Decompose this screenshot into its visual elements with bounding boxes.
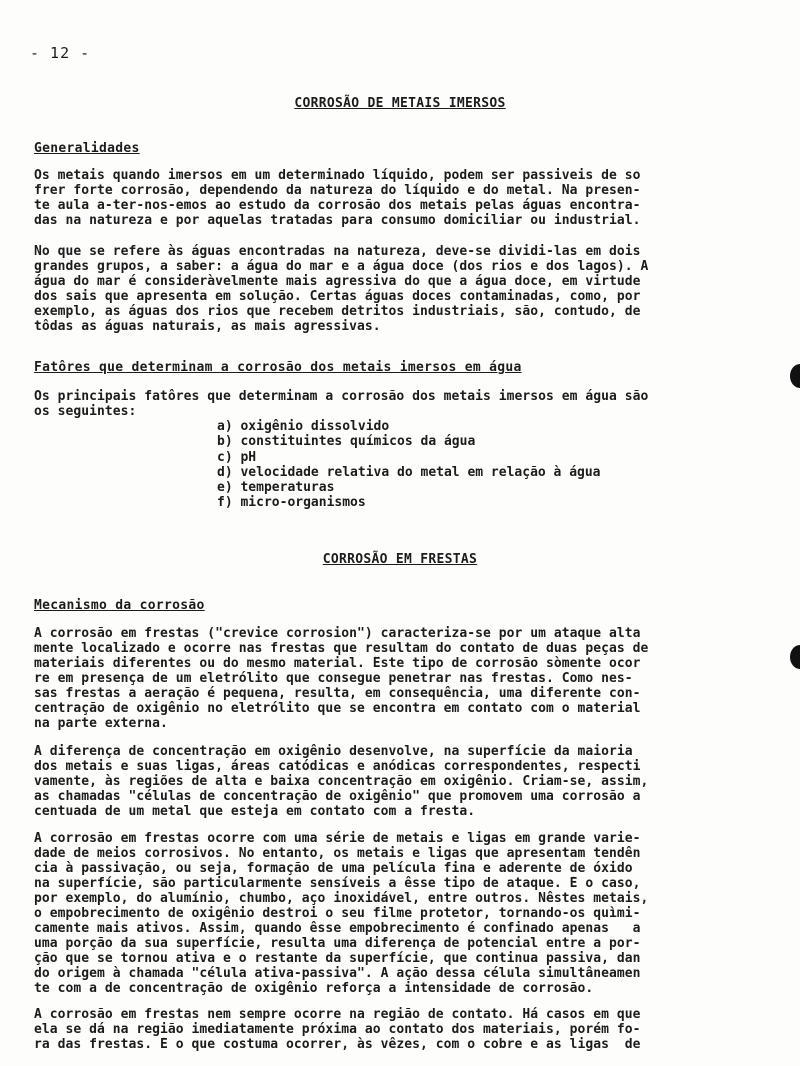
text-line: te com a de concentração de oxigênio reforça a intensidade de corrosão.: [34, 981, 594, 996]
text-line: o empobrecimento de oxigênio destroi o seu filme protetor, tornando-os quìmi-: [34, 906, 641, 921]
text-line: No que se refere às águas encontradas na natureza, deve-se dividi-las em dois: [34, 244, 641, 259]
heading-mecanismo: Mecanismo da corrosão: [34, 598, 205, 613]
heading-fatores: Fatôres que determinam a corrosão dos metais imersos em água: [34, 360, 522, 375]
list-item: a) oxigênio dissolvido: [217, 419, 390, 434]
text-line: ção que se tornou ativa e o restante da superfície, que continua passiva, dan: [34, 951, 641, 966]
text-line: por exemplo, do alumínio, chumbo, aço inoxidável, entre outros. Nêstes metais,: [34, 891, 649, 906]
paragraph-mecanismo-1: [34, 626, 758, 731]
text-line: água do mar é consideràvelmente mais agressiva do que a água doce, em virtude: [34, 274, 641, 289]
paragraph-generalidades-2: [34, 244, 758, 334]
text-line: re em presença de um eletrólito que consegue penetrar nas frestas. Como nes-: [34, 671, 633, 686]
text-line: tôdas as águas naturais, as mais agressivas.: [34, 319, 381, 334]
text-line: cia à passivação, ou seja, formação de uma película fina e aderente de óxido: [34, 861, 633, 876]
text-line: exemplo, as águas dos rios que recebem detritos industriais, são, contudo, de: [34, 304, 641, 319]
text-line: as chamadas "células de concentração de oxigênio" que promovem uma corrosão a: [34, 789, 641, 804]
list-item: e) temperaturas: [217, 480, 335, 496]
text-line: na parte externa.: [34, 716, 168, 731]
paragraph-mecanismo-4: [34, 1007, 758, 1052]
text-line: Os principais fatôres que determinam a corrosão dos metais imersos em água são: [34, 389, 649, 404]
text-line: frer forte corrosão, dependendo da natureza do líquido e do metal. Na presen-: [34, 183, 641, 198]
factors-list: [217, 419, 601, 511]
text-line: uma porção da sua superfície, resulta uma diferença de potencial entre a por-: [34, 936, 641, 951]
text-line: dos sais que apresenta em solução. Certas águas doces contaminadas, como, por: [34, 289, 641, 304]
paragraph-mecanismo-3: [34, 831, 758, 996]
text-line: das na natureza e por aquelas tratadas para consumo domiciliar ou industrial.: [34, 213, 641, 228]
text-line: centuada de um metal que esteja em contato com a fresta.: [34, 804, 476, 819]
text-line: camente mais ativos. Assim, quando êsse empobrecimento é confinado apenas a: [34, 921, 641, 936]
text-line: na superfície, são particularmente sensíveis a êsse tipo de ataque. É o caso,: [34, 876, 641, 891]
text-line: A corrosão em frestas nem sempre ocorre na região de contato. Há casos em que: [34, 1007, 641, 1022]
text-line: os seguintes:: [34, 404, 137, 419]
paragraph-generalidades-1: [34, 168, 758, 228]
punch-hole: [790, 364, 800, 388]
heading-generalidades: Generalidades: [34, 141, 140, 156]
page-number: - 12 -: [30, 44, 91, 62]
list-item: d) velocidade relativa do metal em relação à água: [217, 464, 601, 480]
text-line: ra das frestas. É o que costuma ocorrer, às vêzes, com o cobre e as ligas de: [34, 1037, 641, 1052]
punch-hole: [790, 645, 800, 669]
text-line: te aula a-ter-nos-emos ao estudo da corrosão dos metais pelas águas encontra-: [34, 198, 641, 213]
list-item: c) pH: [217, 449, 257, 465]
text-line: Os metais quando imersos em um determinado líquido, podem ser passiveis de so: [34, 168, 641, 183]
section-title-frestas: CORROSÃO EM FRESTAS: [322, 552, 478, 567]
text-line: vamente, às regiões de alta e baixa concentração em oxigênio. Criam-se, assim,: [34, 774, 649, 789]
text-line: sas frestas a aeração é pequena, resulta, em consequência, uma diferente con-: [34, 686, 641, 701]
text-line: dade de meios corrosivos. No entanto, os metais e ligas que apresentam tendên: [34, 846, 641, 861]
text-line: ela se dá na região imediatamente próxima ao contato dos materiais, porém fo-: [34, 1022, 641, 1037]
main-title: CORROSÃO DE METAIS IMERSOS: [294, 96, 506, 111]
text-line: centração de oxigênio no eletrólito que se encontra em contato com o material: [34, 701, 641, 716]
text-line: do origem à chamada "célula ativa-passiva". A ação dessa célula simultâneamen: [34, 966, 641, 981]
text-line: mente localizado e ocorre nas frestas que resultam do contato de duas peças de: [34, 641, 649, 656]
paragraph-mecanismo-2: [34, 744, 758, 819]
list-item: b) constituintes químicos da água: [217, 434, 476, 450]
list-item: f) micro-organismos: [217, 495, 366, 511]
text-line: materiais diferentes ou do mesmo material. Êste tipo de corrosão sòmente ocor: [34, 656, 641, 671]
text-line: A diferença de concentração em oxigênio desenvolve, na superfície da maioria: [34, 744, 633, 759]
text-line: A corrosão em frestas ocorre com uma série de metais e ligas em grande varie-: [34, 831, 641, 846]
text-line: A corrosão em frestas ("crevice corrosion") caracteriza-se por um ataque alta: [34, 626, 641, 641]
paragraph-fatores-intro: [34, 389, 758, 419]
text-line: grandes grupos, a saber: a água do mar e a água doce (dos rios e dos lagos). A: [34, 259, 649, 274]
text-line: dos metais e suas ligas, áreas catódicas e anódicas correspondentes, respecti: [34, 759, 641, 774]
